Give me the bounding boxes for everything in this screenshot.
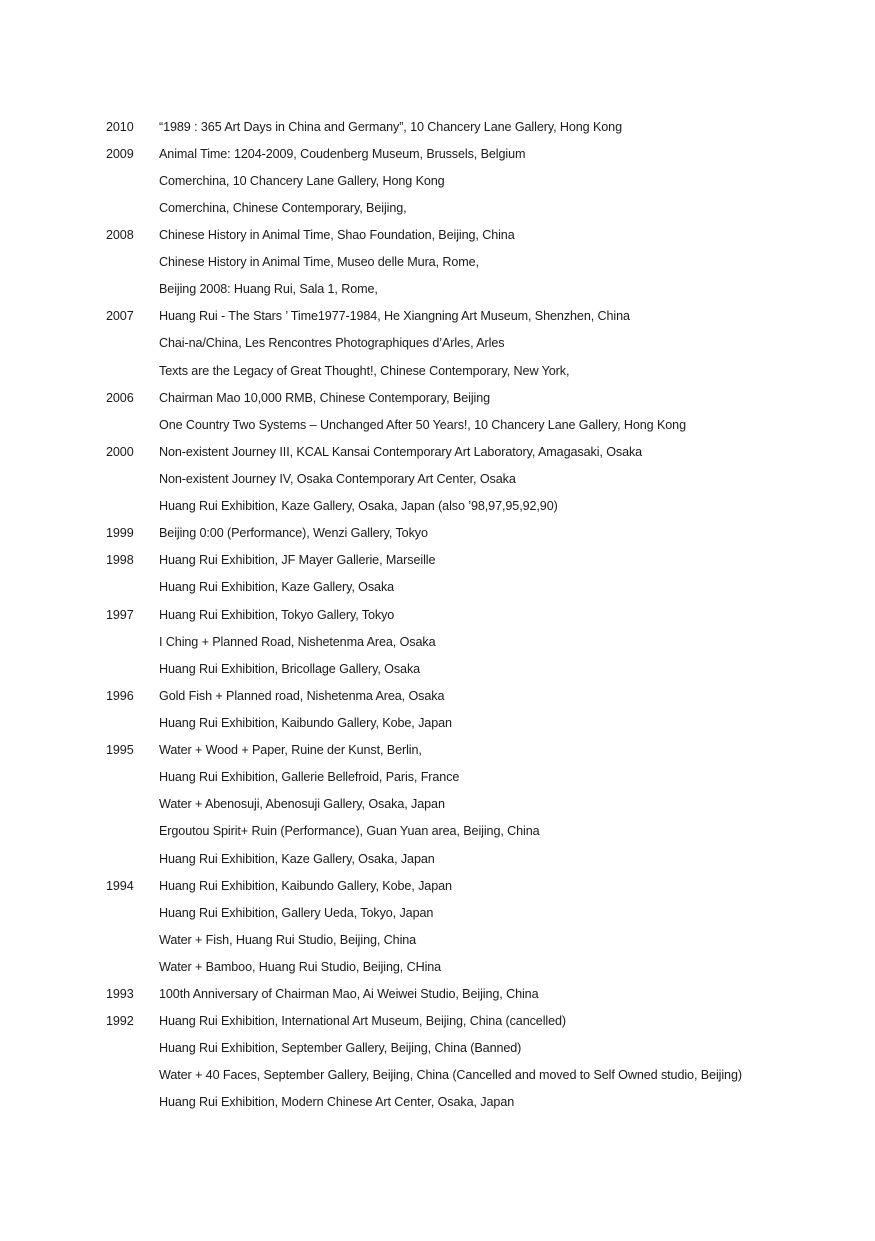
exhibition-entry: Huang Rui Exhibition, Tokyo Gallery, Tokyo [159, 607, 395, 622]
exhibition-year: 1997 [106, 607, 134, 622]
exhibition-row [106, 411, 826, 438]
exhibition-entry: Huang Rui - The Stars ’ Time1977-1984, He Xiangning Art Museum, Shenzhen, China [159, 309, 630, 324]
exhibition-entry: Animal Time: 1204-2009, Coudenberg Museum, Brussels, Belgium [159, 146, 526, 161]
exhibition-entry: Water + Wood + Paper, Ruine der Kunst, Berlin, [159, 743, 422, 758]
exhibition-year: 1998 [106, 553, 134, 568]
exhibition-entry: Ergoutou Spirit+ Ruin (Performance), Guan Yuan area, Beijing, China [159, 824, 540, 839]
exhibition-entry: Huang Rui Exhibition, Gallerie Bellefroid, Paris, France [159, 770, 460, 785]
exhibition-row [106, 438, 826, 465]
exhibition-entry: Gold Fish + Planned road, Nishetenma Area, Osaka [159, 688, 445, 703]
exhibition-entry: Huang Rui Exhibition, September Gallery, Beijing, China (Banned) [159, 1041, 522, 1056]
exhibition-row [106, 845, 826, 872]
exhibition-row [106, 113, 826, 140]
exhibition-row [106, 330, 826, 357]
exhibition-entry: Huang Rui Exhibition, Bricollage Gallery, Osaka [159, 661, 421, 676]
exhibition-entry: One Country Two Systems – Unchanged After 50 Years!, 10 Chancery Lane Gallery, Hong Kong [159, 417, 686, 432]
exhibition-entry: Non-existent Journey III, KCAL Kansai Contemporary Art Laboratory, Amagasaki, Osaka [159, 444, 643, 459]
exhibition-entry: Comerchina, 10 Chancery Lane Gallery, Hong Kong [159, 173, 445, 188]
exhibition-row [106, 1008, 826, 1035]
exhibition-row [106, 872, 826, 899]
exhibition-year: 1994 [106, 878, 134, 893]
exhibition-entry: Chairman Mao 10,000 RMB, Chinese Contemporary, Beijing [159, 390, 491, 405]
exhibition-row [106, 493, 826, 520]
exhibition-row [106, 981, 826, 1008]
exhibition-row [106, 574, 826, 601]
exhibition-year: 2010 [106, 119, 134, 134]
exhibition-entry: Huang Rui Exhibition, Kaze Gallery, Osaka [159, 580, 395, 595]
exhibition-list [106, 113, 826, 1116]
exhibition-row [106, 194, 826, 221]
exhibition-entry: Huang Rui Exhibition, Kaze Gallery, Osaka, Japan [159, 851, 435, 866]
exhibition-entry: Water + Fish, Huang Rui Studio, Beijing, China [159, 932, 417, 947]
exhibition-row [106, 899, 826, 926]
exhibition-row [106, 818, 826, 845]
exhibition-row [106, 1035, 826, 1062]
exhibition-entry: Chai-na/China, Les Rencontres Photographiques d’Arles, Arles [159, 336, 505, 351]
exhibition-row [106, 709, 826, 736]
exhibition-year: 1996 [106, 688, 134, 703]
exhibition-row [106, 465, 826, 492]
exhibition-row [106, 1062, 826, 1089]
exhibition-row [106, 249, 826, 276]
exhibition-row [106, 303, 826, 330]
exhibition-entry: “1989 : 365 Art Days in China and Germany”, 10 Chancery Lane Gallery, Hong Kong [159, 119, 622, 134]
exhibition-entry: Water + 40 Faces, September Gallery, Beijing, China (Cancelled and moved to Self Owned studio, Beijing) [159, 1068, 742, 1083]
exhibition-year: 2000 [106, 444, 134, 459]
exhibition-entry: Huang Rui Exhibition, Modern Chinese Art Center, Osaka, Japan [159, 1095, 515, 1110]
exhibition-row [106, 547, 826, 574]
exhibition-year: 1992 [106, 1014, 134, 1029]
exhibition-year: 2006 [106, 390, 134, 405]
exhibition-year: 1995 [106, 743, 134, 758]
exhibition-entry: Huang Rui Exhibition, Kaibundo Gallery, Kobe, Japan [159, 878, 452, 893]
exhibition-entry: Huang Rui Exhibition, International Art Museum, Beijing, China (cancelled) [159, 1014, 567, 1029]
exhibition-year: 2009 [106, 146, 134, 161]
exhibition-entry: Huang Rui Exhibition, Kaibundo Gallery, Kobe, Japan [159, 715, 452, 730]
exhibition-row [106, 791, 826, 818]
exhibition-entry: Comerchina, Chinese Contemporary, Beijing, [159, 200, 407, 215]
exhibition-row [106, 140, 826, 167]
exhibition-row [106, 167, 826, 194]
exhibition-entry: Beijing 2008: Huang Rui, Sala 1, Rome, [159, 282, 378, 297]
exhibition-entry: Beijing 0:00 (Performance), Wenzi Gallery, Tokyo [159, 526, 428, 541]
exhibition-row [106, 601, 826, 628]
exhibition-row [106, 737, 826, 764]
exhibition-entry: Huang Rui Exhibition, Gallery Ueda, Tokyo, Japan [159, 905, 434, 920]
exhibition-row [106, 655, 826, 682]
exhibition-row [106, 357, 826, 384]
exhibition-entry: I Ching + Planned Road, Nishetenma Area, Osaka [159, 634, 436, 649]
exhibition-row [106, 1089, 826, 1116]
exhibition-entry: Huang Rui Exhibition, JF Mayer Gallerie, Marseille [159, 553, 436, 568]
exhibition-row [106, 926, 826, 953]
exhibition-entry: Huang Rui Exhibition, Kaze Gallery, Osaka, Japan (also ’98,97,95,92,90) [159, 499, 558, 514]
exhibition-entry: 100th Anniversary of Chairman Mao, Ai Weiwei Studio, Beijing, China [159, 987, 539, 1002]
exhibition-row [106, 628, 826, 655]
exhibition-entry: Water + Bamboo, Huang Rui Studio, Beijing, CHina [159, 959, 442, 974]
exhibition-year: 1999 [106, 526, 134, 541]
exhibition-year: 2008 [106, 227, 134, 242]
exhibition-entry: Chinese History in Animal Time, Shao Foundation, Beijing, China [159, 227, 515, 242]
exhibition-entry: Texts are the Legacy of Great Thought!, Chinese Contemporary, New York, [159, 363, 570, 378]
exhibition-row [106, 520, 826, 547]
exhibition-row [106, 764, 826, 791]
exhibition-row [106, 221, 826, 248]
exhibition-year: 2007 [106, 309, 134, 324]
exhibition-row [106, 682, 826, 709]
exhibition-entry: Non-existent Journey IV, Osaka Contemporary Art Center, Osaka [159, 471, 516, 486]
exhibition-row [106, 276, 826, 303]
exhibition-row [106, 384, 826, 411]
exhibition-entry: Chinese History in Animal Time, Museo delle Mura, Rome, [159, 255, 479, 270]
exhibition-row [106, 953, 826, 980]
exhibition-entry: Water + Abenosuji, Abenosuji Gallery, Osaka, Japan [159, 797, 445, 812]
exhibition-year: 1993 [106, 987, 134, 1002]
